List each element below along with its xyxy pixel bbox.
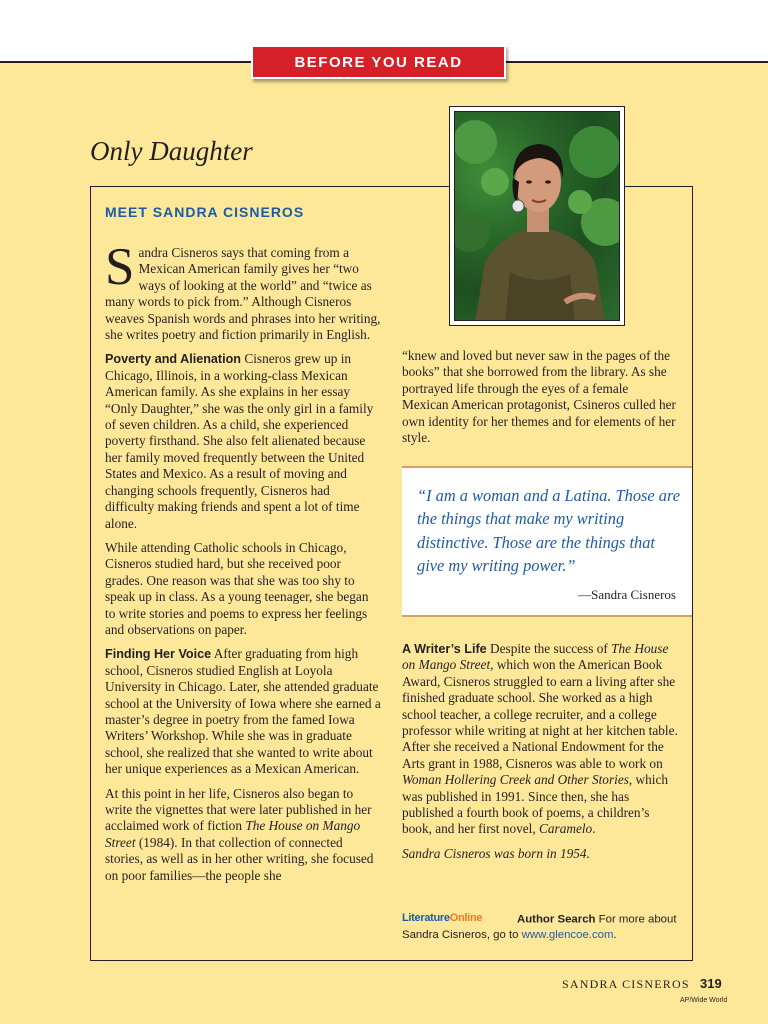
book-title: The House on Mango Street bbox=[105, 818, 361, 850]
vignettes-paragraph bbox=[105, 786, 381, 884]
poverty-text: Cisneros grew up in Chicago, Illinois, in a working-class Mexican American family. As she explains in her essay “Only Daughter,” she was the only girl in a family of seven children. As a child, she experienced poverty firsthand. She also felt alienated because her family moved frequently between the United States and Mexico. As a result of moving and changing schools frequently, Cisneros had difficulty making friends and spent a lot of time alone. bbox=[105, 351, 374, 531]
poverty-paragraph bbox=[105, 351, 381, 531]
writers-life-text-3: , which was published in 1991. Since then, she has published a fourth book of poems, a children’s book, and her first novel, bbox=[402, 772, 669, 837]
writers-life-paragraph bbox=[402, 641, 682, 838]
book-title: The House on Mango Street bbox=[402, 641, 669, 673]
author-photo-frame bbox=[449, 106, 625, 326]
writers-life-text-2: , which won the American Book Award, Cisneros struggled to earn a living after she finished graduate school. She worked as a high school teacher, a college recruiter, and a college professor while writing at night at her kitchen table. After she received a National Endowment for the Arts grant in 1988, Cisneros was able to work on bbox=[402, 657, 678, 771]
left-column bbox=[105, 238, 381, 892]
before-you-read-banner bbox=[251, 45, 506, 79]
pull-quote bbox=[402, 466, 692, 617]
book-title: Caramelo bbox=[539, 821, 593, 837]
writers-life-text-1: Despite the success of bbox=[490, 641, 612, 656]
logo-text-2: Online bbox=[449, 912, 483, 924]
period: . bbox=[613, 928, 617, 941]
vignettes-text-2: (1984). In that collection of connected stories, as well as in her other writing, she focused on poor families—the people she bbox=[105, 834, 374, 883]
quote-text: “I am a woman and a Latina. Those are the things that make my writing distinctive. Those are the things that give my writing power.” bbox=[417, 486, 681, 576]
book-title: Woman Hollering Creek and Other Stories bbox=[402, 772, 629, 788]
right-column-bottom bbox=[402, 641, 682, 870]
page-number: 319 bbox=[700, 976, 722, 991]
page-title: Only Daughter bbox=[90, 136, 253, 166]
quote-attribution: —Sandra Cisneros bbox=[578, 587, 676, 602]
voice-paragraph bbox=[105, 646, 381, 777]
running-head: SANDRA CISNEROS bbox=[562, 977, 690, 991]
drop-cap: S bbox=[105, 238, 135, 296]
literature-online-logo[interactable] bbox=[402, 912, 514, 927]
author-search-text: For more about Sandra Cisneros, go to bbox=[402, 913, 677, 941]
continued-paragraph: “knew and loved but never saw in the pages of the books” that she borrowed from the library. As she portrayed life through the eyes of a female Mexican American protagonist, Csineros culled her own identity for her themes and for elements of her style. bbox=[402, 348, 676, 446]
writers-life-text-4: . bbox=[592, 821, 596, 837]
logo-text-1: Literature bbox=[402, 912, 450, 924]
vignettes-text-1: At this point in her life, Cisneros also began to write the vignettes that were later published in her acclaimed work of fiction bbox=[105, 785, 372, 834]
literature-online-note bbox=[402, 912, 687, 943]
voice-text: After graduating from high school, Cisneros studied English at Loyola University in Chicago. Later, she attended graduate school at the University of Iowa where she earned a master’s degree in poetry from the famed Iowa Writers’ Workshop. While she was in graduate school, she realized that she wanted to write about her unique experiences as a Mexican American. bbox=[105, 646, 381, 777]
writers-life-heading: A Writer’s Life bbox=[402, 642, 487, 656]
intro-text: andra Cisneros says that coming from a Mexican American family gives her “two ways of looking at the world” and “twice as many words to pick from.” Although Cisneros weaves Spanish words and phrases into her writing, she writes poetry and fiction primarily in English. bbox=[105, 245, 381, 343]
birth-year-note: Sandra Cisneros was born in 1954. bbox=[402, 845, 590, 861]
photo-credit: AP/Wide World bbox=[680, 997, 728, 1004]
intro-paragraph bbox=[105, 238, 381, 343]
meet-author-heading: MEET SANDRA CISNEROS bbox=[105, 204, 305, 220]
author-portrait-image bbox=[455, 112, 620, 321]
poverty-heading: Poverty and Alienation bbox=[105, 352, 241, 367]
author-search-label: Author Search bbox=[517, 913, 596, 926]
catholic-paragraph: While attending Catholic schools in Chicago, Cisneros studied hard, but she received poor grades. One reason was that she was too shy to speak up in class. As a young teenager, she began to write stories and poems to express her feelings and observations on paper. bbox=[105, 539, 369, 637]
voice-heading: Finding Her Voice bbox=[105, 647, 212, 662]
banner-label: BEFORE YOU READ bbox=[294, 53, 463, 71]
glencoe-link[interactable]: www.glencoe.com bbox=[521, 928, 614, 941]
author-photo bbox=[454, 111, 620, 321]
